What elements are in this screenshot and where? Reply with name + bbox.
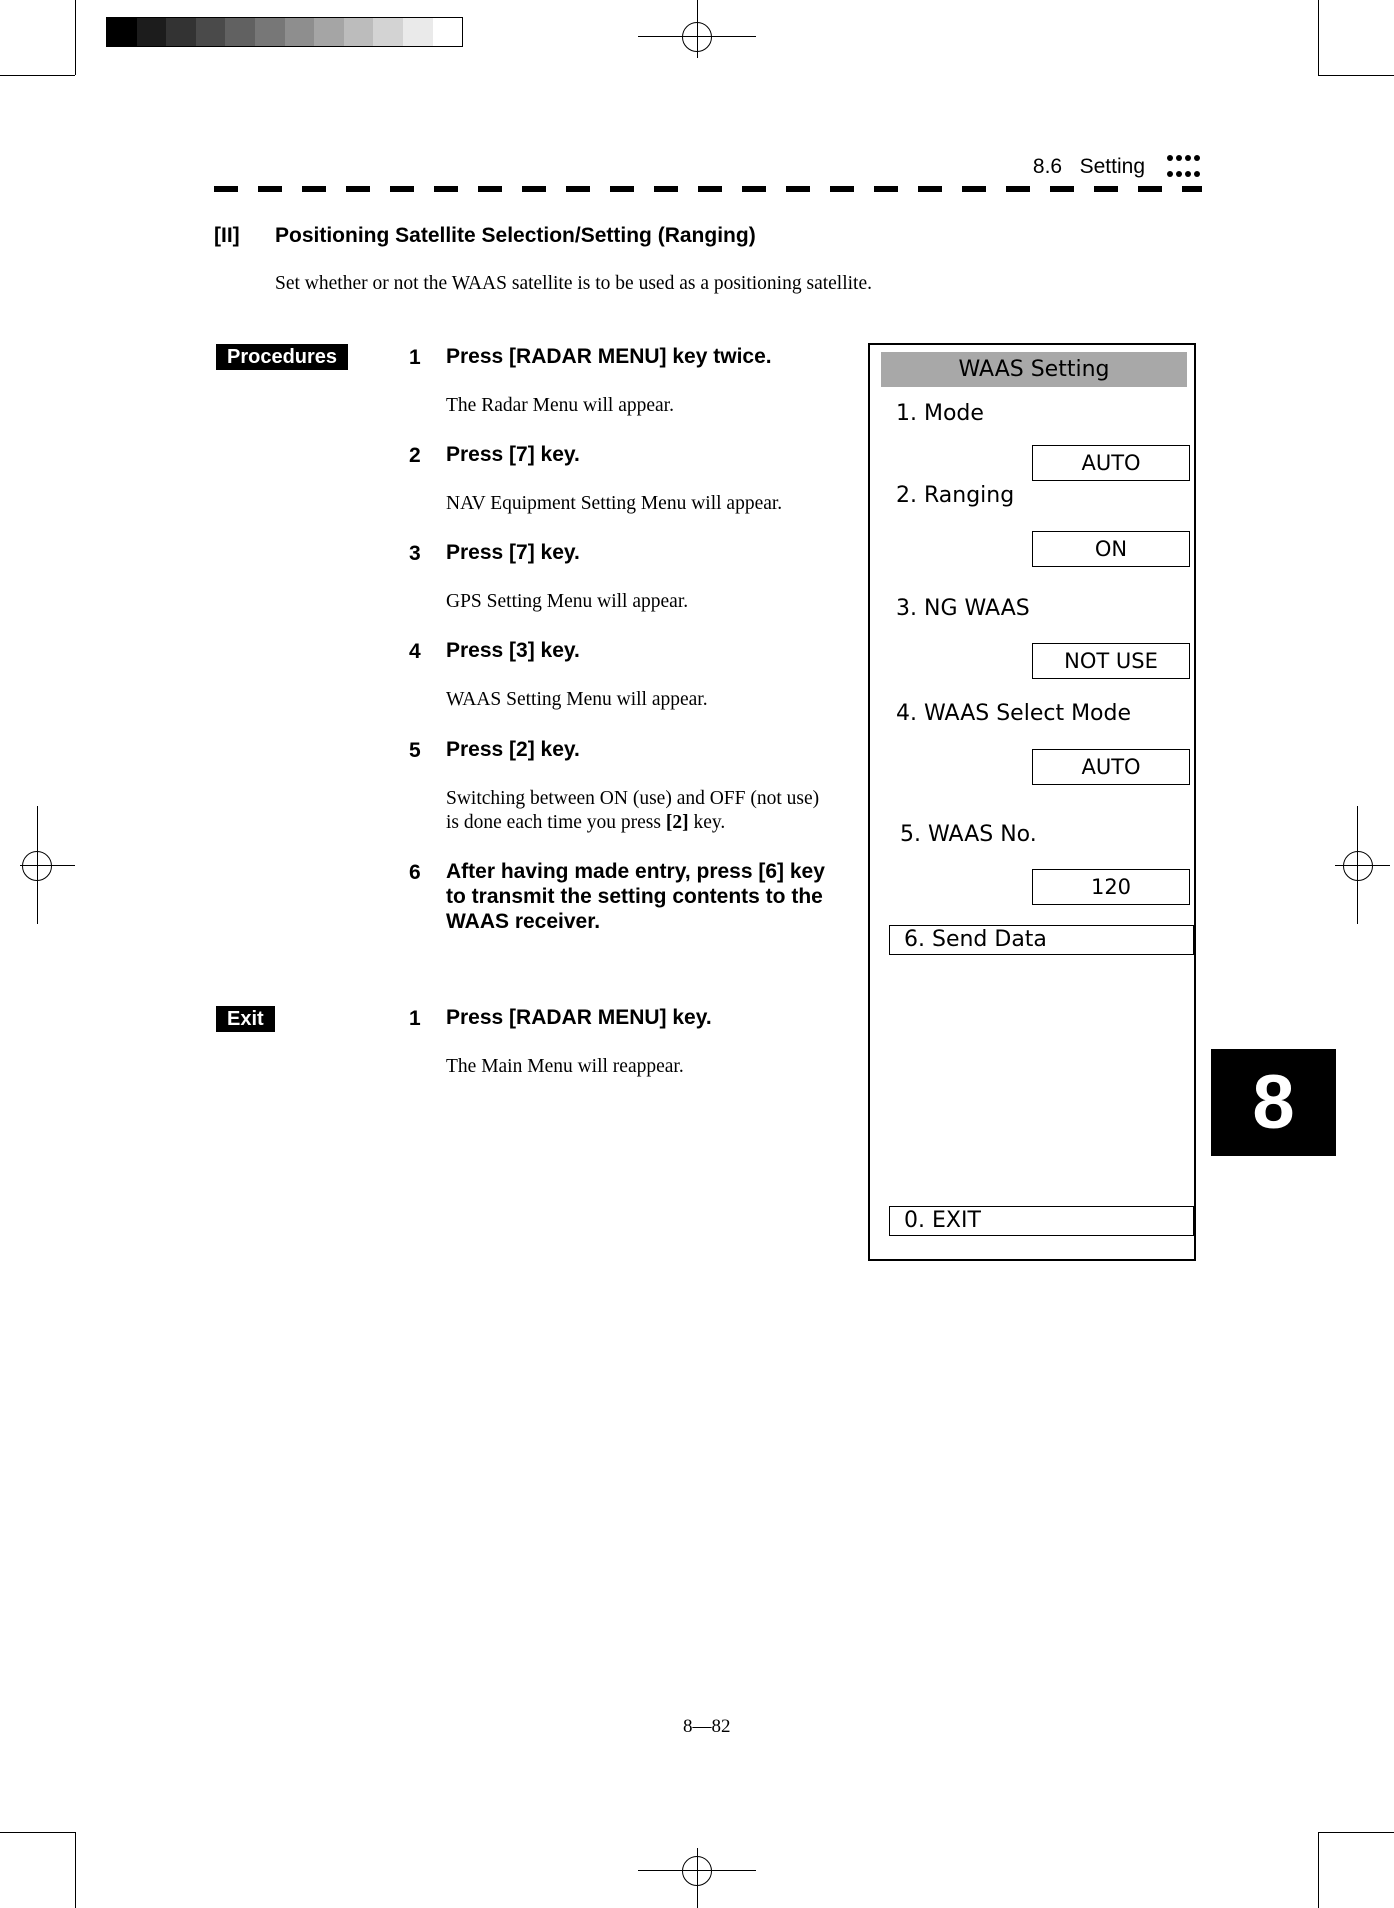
step-title-line: to transmit the setting contents to the — [446, 885, 823, 908]
step-number: 1 — [409, 1007, 421, 1030]
step-description: The Radar Menu will appear. — [446, 395, 674, 416]
chapter-tab: 8 — [1211, 1049, 1336, 1156]
mode-value[interactable]: AUTO — [1032, 445, 1190, 481]
key-reference: [2] — [665, 812, 689, 833]
step-title: Press [7] key. — [446, 443, 580, 466]
menu-item-mode[interactable]: 1. Mode — [896, 401, 984, 426]
header-divider — [214, 186, 1202, 192]
step-description: NAV Equipment Setting Menu will appear. — [446, 493, 783, 514]
section-number: [II] — [214, 224, 240, 247]
menu-title: WAAS Setting — [881, 352, 1187, 387]
send-data-button[interactable]: 6. Send Data — [889, 925, 1194, 955]
ranging-value[interactable]: ON — [1032, 531, 1190, 567]
step-number: 6 — [409, 861, 421, 884]
step-number: 1 — [409, 346, 421, 369]
step-title: Press [RADAR MENU] key. — [446, 1006, 712, 1029]
section-header: 8.6 Setting — [1032, 155, 1145, 178]
dots-icon — [1166, 153, 1202, 179]
step-description-line: Switching between ON (use) and OFF (not use) — [446, 788, 820, 809]
step-number: 2 — [409, 444, 421, 467]
step-title: Press [2] key. — [446, 738, 580, 761]
description-text: is done each time you press — [446, 812, 666, 833]
step-number: 4 — [409, 640, 421, 663]
ng-waas-value[interactable]: NOT USE — [1032, 643, 1190, 679]
step-number: 5 — [409, 739, 421, 762]
step-description-line — [446, 811, 819, 835]
step-description — [446, 787, 819, 835]
step-description: WAAS Setting Menu will appear. — [446, 689, 708, 710]
grayscale-bar — [106, 17, 463, 47]
step-title: Press [3] key. — [446, 639, 580, 662]
step-title: Press [7] key. — [446, 541, 580, 564]
step-description: GPS Setting Menu will appear. — [446, 591, 689, 612]
waas-setting-menu — [868, 343, 1196, 1261]
step-description: The Main Menu will reappear. — [446, 1056, 684, 1077]
step-number: 3 — [409, 542, 421, 565]
menu-item-waas-no[interactable]: 5. WAAS No. — [900, 822, 1037, 847]
menu-item-ng-waas[interactable]: 3. NG WAAS — [896, 596, 1030, 621]
exit-tag: Exit — [216, 1006, 275, 1032]
step-title-line: WAAS receiver. — [446, 910, 601, 933]
waas-no-value[interactable]: 120 — [1032, 869, 1190, 905]
page-number: 8—82 — [683, 1716, 731, 1737]
step-title: Press [RADAR MENU] key twice. — [446, 345, 772, 368]
step-title-line: After having made entry, press [6] key — [446, 860, 825, 883]
menu-item-ranging[interactable]: 2. Ranging — [896, 483, 1015, 508]
menu-item-waas-select-mode[interactable]: 4. WAAS Select Mode — [896, 701, 1132, 726]
description-text: key. — [688, 812, 726, 833]
section-title: Positioning Satellite Selection/Setting (Ranging) — [275, 224, 756, 247]
waas-select-mode-value[interactable]: AUTO — [1032, 749, 1190, 785]
procedures-tag: Procedures — [216, 344, 348, 370]
step-title — [446, 859, 825, 934]
section-intro: Set whether or not the WAAS satellite is to be used as a positioning satellite. — [275, 273, 872, 294]
exit-button[interactable]: 0. EXIT — [889, 1206, 1194, 1236]
